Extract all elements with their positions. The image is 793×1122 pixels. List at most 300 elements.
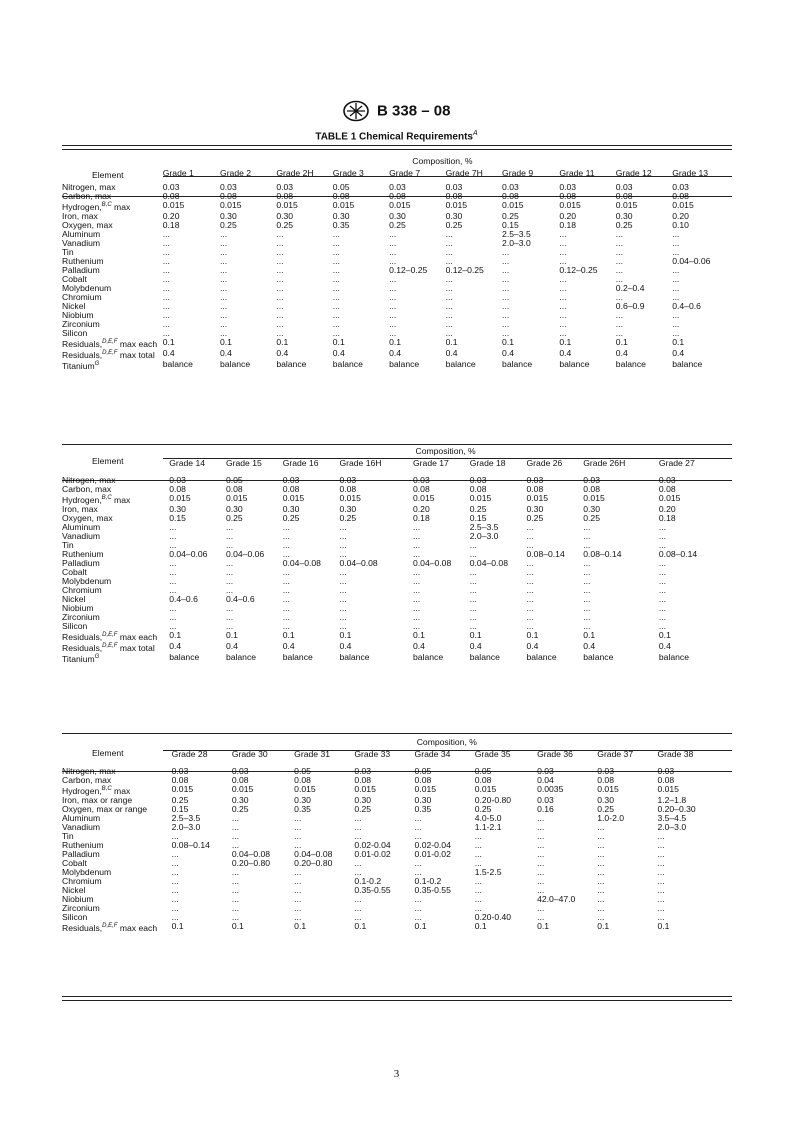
element-label: Silicon [62, 911, 88, 922]
composition-value: ... [332, 291, 340, 302]
composition-value: 0.03 [537, 794, 554, 805]
element-name [62, 642, 169, 653]
element-header: Element [92, 748, 124, 758]
element-label: Tin [62, 830, 74, 841]
composition-value: ... [414, 902, 422, 913]
composition-value: ... [615, 291, 623, 302]
composition-value: ... [469, 584, 477, 595]
element-label: Tin [62, 539, 74, 550]
grade-header: Grade 33 [354, 749, 391, 759]
composition-value: 0.20–0.80 [231, 857, 271, 868]
composition-value: ... [162, 246, 170, 257]
element-name [62, 349, 163, 360]
element-qualifier: max each [117, 631, 158, 642]
composition-value: 1.0-2.0 [597, 812, 625, 823]
composition-value: ... [282, 566, 290, 577]
composition-value: ... [657, 857, 665, 868]
element-label: Titanium [62, 360, 95, 371]
composition-value: 0.30 [294, 794, 311, 805]
element-label: Chromium [62, 291, 102, 302]
composition-value: ... [389, 282, 397, 293]
composition-value: ... [220, 318, 228, 329]
composition-value: ... [502, 327, 510, 338]
composition-value: ... [657, 839, 665, 850]
element-name [62, 922, 172, 933]
table-row [62, 523, 722, 532]
composition-value: 0.08–0.14 [526, 548, 565, 559]
grade-header: Grade 35 [474, 749, 511, 759]
composition-value: ... [526, 611, 534, 622]
element-label: Cobalt [62, 273, 87, 284]
table-row [62, 913, 722, 922]
composition-value: ... [657, 884, 665, 895]
composition-value: ... [339, 593, 347, 604]
table-row [62, 604, 722, 613]
composition-value: ... [220, 246, 228, 257]
table-top-rule [62, 145, 732, 150]
composition-value: ... [474, 839, 482, 850]
composition-value: 0.015 [282, 493, 305, 503]
composition-value: ... [658, 602, 667, 613]
composition-value: ... [389, 237, 397, 248]
element-label: Aluminum [62, 521, 101, 532]
composition-value: ... [294, 884, 302, 895]
composition-value: 0.35-0.55 [354, 884, 391, 895]
table-row [62, 922, 722, 933]
composition-value: ... [597, 884, 605, 895]
composition-value: ... [220, 327, 228, 338]
composition-label: Composition, % [412, 156, 473, 166]
composition-value: ... [282, 530, 290, 541]
table-row [62, 622, 722, 631]
table-row [62, 631, 722, 642]
composition-value: ... [657, 875, 665, 886]
grade-header-row [62, 748, 722, 761]
element-name [62, 776, 172, 785]
composition-value: ... [389, 309, 397, 320]
composition-value: 0.25 [445, 219, 463, 230]
composition-value: ... [276, 318, 284, 329]
composition-value: 0.1 [169, 629, 182, 640]
composition-value: 0.4–0.6 [169, 593, 198, 604]
composition-value: ... [583, 620, 591, 631]
composition-value: ... [474, 893, 482, 904]
composition-header-row [62, 155, 722, 167]
composition-value: ... [332, 273, 340, 284]
composition-value: ... [231, 902, 239, 913]
composition-value: ... [526, 575, 534, 586]
composition-value: ... [354, 893, 362, 904]
composition-value: 2.0–3.0 [469, 530, 499, 541]
element-label: Niobium [62, 602, 94, 613]
composition-value: ... [276, 300, 284, 311]
composition-value: ... [526, 530, 534, 541]
composition-value: ... [225, 620, 234, 631]
composition-value: ... [162, 327, 170, 338]
grade-header: Grade 27 [658, 458, 695, 468]
composition-value: ... [526, 557, 534, 568]
composition-value: 0.1 [332, 336, 345, 347]
footnote-ref: B,C [101, 786, 112, 792]
composition-value: ... [672, 246, 680, 257]
table-row [62, 653, 722, 664]
element-label: Chromium [62, 584, 102, 595]
composition-value: ... [339, 575, 347, 586]
composition-value: ... [276, 246, 284, 257]
composition-value: 0.08 [469, 484, 487, 494]
table-row [62, 841, 722, 850]
composition-value: ... [171, 893, 179, 904]
table-row [62, 613, 722, 622]
element-label: Cobalt [62, 857, 87, 868]
composition-value: ... [526, 584, 534, 595]
composition-value: 0.03 [658, 475, 676, 485]
composition-value: 0.1-0.2 [354, 875, 382, 886]
composition-value: ... [559, 246, 567, 257]
element-label: Carbon, max [62, 484, 112, 494]
composition-value: 0.08 [597, 775, 614, 785]
element-spacer [62, 155, 163, 167]
composition-value: ... [169, 602, 177, 613]
composition-value: 0.4 [162, 347, 175, 358]
composition-value: balance [162, 358, 193, 369]
page-number: 3 [393, 1068, 400, 1080]
composition-value: ... [469, 611, 477, 622]
composition-value: 0.04–0.06 [672, 255, 711, 266]
element-label: Palladium [62, 264, 100, 275]
composition-value: ... [583, 575, 591, 586]
composition-value: 0.10 [672, 219, 689, 230]
composition-value: ... [225, 611, 234, 622]
element-qualifier: max each [117, 922, 158, 933]
composition-value: ... [414, 911, 422, 922]
composition-value: ... [220, 228, 228, 239]
composition-value: 0.03 [657, 766, 675, 776]
composition-value: ... [597, 848, 605, 859]
element-label: Zirconium [62, 902, 100, 913]
footnote-ref: G [94, 360, 100, 367]
composition-value: ... [169, 521, 177, 532]
composition-value: ... [171, 848, 179, 859]
composition-value: 0.4–0.6 [672, 300, 701, 311]
composition-label: Composition, % [415, 446, 476, 456]
grade-header-row [62, 457, 722, 470]
composition-value: 0.25 [389, 219, 406, 230]
composition-value: ... [445, 291, 453, 302]
composition-value: ... [658, 521, 667, 532]
composition-value: 0.30 [526, 503, 544, 514]
element-header: Element [92, 456, 124, 466]
composition-value: ... [225, 539, 234, 550]
composition-value: ... [672, 291, 680, 302]
composition-value: 0.03 [389, 182, 406, 192]
composition-value: 0.015 [413, 493, 435, 503]
composition-value: 0.04–0.06 [169, 548, 208, 559]
composition-value: ... [220, 300, 228, 311]
composition-value: ... [231, 830, 239, 841]
composition-value: ... [658, 566, 667, 577]
composition-value: ... [657, 902, 665, 913]
element-label: Silicon [62, 327, 88, 338]
grade-header: Grade 15 [225, 458, 262, 468]
composition-value: ... [354, 866, 362, 877]
table-row [62, 559, 722, 568]
element-spacer [62, 736, 172, 748]
element-label: Zirconium [62, 318, 100, 329]
composition-value: 0.015 [615, 200, 638, 210]
composition-value: 0.04–0.08 [469, 557, 508, 568]
composition-value: ... [162, 300, 170, 311]
composition-value: 0.25 [354, 803, 372, 814]
composition-value: ... [413, 575, 421, 586]
composition-value: 0.25 [615, 219, 633, 230]
composition-value: ... [169, 539, 177, 550]
composition-value: 0.35 [332, 219, 350, 230]
composition-value: ... [231, 893, 239, 904]
element-label: Residuals, [62, 922, 103, 933]
composition-value: ... [332, 309, 340, 320]
composition-value: ... [225, 557, 234, 568]
composition-value: 0.4 [225, 640, 238, 651]
section-rule [62, 733, 732, 734]
composition-value: ... [294, 875, 302, 886]
composition-value: ... [171, 902, 179, 913]
composition-value: 0.1 [282, 629, 295, 640]
composition-value: ... [162, 255, 170, 266]
element-name [62, 485, 169, 494]
grade-header: Grade 1 [162, 168, 194, 178]
composition-value: ... [413, 548, 421, 559]
composition-value: ... [389, 291, 397, 302]
composition-value: ... [583, 530, 591, 541]
composition-value: 0.03 [469, 475, 487, 485]
composition-value: ... [526, 521, 534, 532]
table-bottom-rule [62, 996, 732, 1001]
composition-value: ... [389, 300, 397, 311]
composition-value: 0.25 [276, 219, 294, 230]
composition-value: ... [615, 309, 623, 320]
composition-value: 0.04–0.08 [413, 557, 452, 568]
composition-value: 0.20 [672, 210, 689, 221]
table-row [62, 360, 722, 371]
table-row [62, 814, 722, 823]
composition-value: 0.08 [231, 775, 249, 785]
composition-value: ... [597, 875, 605, 886]
element-label: Iron, max or range [62, 794, 133, 805]
composition-value: 0.6–0.9 [615, 300, 645, 311]
element-label: Silicon [62, 620, 88, 631]
table-row [62, 550, 722, 559]
composition-value: 0.4 [583, 640, 596, 651]
footnote-ref: D,E,F [102, 631, 118, 638]
composition-value: 0.25 [474, 803, 492, 814]
composition-value: ... [474, 848, 482, 859]
composition-value: 0.04–0.08 [294, 848, 333, 859]
composition-value: ... [597, 839, 605, 850]
table-row [62, 877, 722, 886]
composition-value: ... [537, 866, 545, 877]
composition-value: 0.1 [526, 629, 539, 640]
composition-value: 0.04–0.06 [225, 548, 265, 559]
composition-value: ... [658, 575, 667, 586]
composition-value: ... [169, 575, 177, 586]
composition-value: ... [162, 282, 170, 293]
grade-header: Grade 11 [559, 168, 595, 178]
composition-value: 0.35 [414, 803, 432, 814]
element-label: Zirconium [62, 611, 100, 622]
composition-value: ... [658, 584, 667, 595]
table-row [62, 514, 722, 523]
composition-value: 0.4 [615, 347, 628, 358]
composition-value: 0.03 [162, 182, 180, 192]
composition-value: ... [169, 611, 177, 622]
element-name [62, 532, 169, 541]
element-qualifier: max total [117, 349, 155, 360]
composition-value: 4.0-5.0 [474, 812, 502, 823]
composition-value: 0.04–0.08 [231, 848, 271, 859]
composition-value: ... [276, 255, 284, 266]
composition-value: ... [526, 620, 534, 631]
composition-value: ... [231, 911, 239, 922]
composition-value: 0.1 [294, 920, 307, 931]
grade-header: Grade 13 [672, 168, 709, 178]
composition-value: 0.25 [583, 512, 600, 523]
grade-header: Grade 2H [276, 168, 314, 178]
grade-header: Grade 9 [502, 168, 534, 178]
composition-value: 0.08–0.14 [171, 839, 210, 850]
composition-value: ... [445, 309, 453, 320]
composition-value: ... [502, 273, 510, 284]
composition-value: 0.1 [657, 920, 670, 931]
composition-value: ... [332, 237, 340, 248]
composition-value: 0.015 [389, 200, 411, 210]
table-row [62, 494, 722, 505]
composition-value: ... [231, 821, 239, 832]
composition-value: 0.08 [225, 484, 243, 494]
composition-value: ... [537, 857, 545, 868]
composition-value: ... [276, 273, 284, 284]
composition-value: 0.12–0.25 [445, 264, 484, 275]
grade-header: Grade 34 [414, 749, 451, 759]
composition-value: ... [332, 300, 340, 311]
table-row [62, 595, 722, 604]
composition-value: ... [474, 884, 482, 895]
composition-value: ... [171, 911, 179, 922]
composition-value: 0.30 [445, 210, 463, 221]
table-row [62, 796, 722, 805]
composition-value: ... [339, 530, 347, 541]
composition-value: ... [672, 273, 680, 284]
composition-value: 0.15 [469, 512, 487, 523]
composition-value: 0.18 [559, 219, 577, 230]
element-name [62, 631, 169, 642]
composition-value: ... [657, 893, 665, 904]
composition-value: ... [220, 309, 228, 320]
composition-value: 0.16 [537, 803, 554, 814]
composition-value: ... [294, 812, 302, 823]
composition-value: 0.1 [559, 336, 572, 347]
composition-value: 1.2–1.8 [657, 794, 687, 805]
composition-value: ... [414, 866, 422, 877]
composition-value: ... [162, 264, 170, 275]
element-label: Niobium [62, 309, 94, 320]
composition-value: 0.25 [469, 503, 487, 514]
composition-value: ... [469, 539, 477, 550]
composition-value: 0.015 [657, 784, 679, 794]
composition-value: ... [276, 327, 284, 338]
composition-value: 0.4 [672, 347, 685, 358]
composition-value: ... [583, 593, 591, 604]
composition-value: ... [339, 602, 347, 613]
astm-logo-icon [343, 100, 369, 122]
composition-value: ... [171, 884, 179, 895]
composition-value: 0.03 [559, 182, 577, 192]
table-row [62, 832, 722, 841]
composition-value: ... [169, 530, 177, 541]
composition-value: 0.03 [597, 766, 614, 776]
composition-value: ... [282, 584, 290, 595]
composition-value: ... [537, 848, 545, 859]
element-label: Residuals, [62, 642, 103, 653]
element-label: Titanium [62, 653, 95, 664]
composition-value: ... [502, 282, 510, 293]
table-row [62, 568, 722, 577]
composition-value: ... [332, 246, 340, 257]
composition-value: ... [445, 300, 453, 311]
composition-value: balance [502, 358, 533, 369]
composition-value: 0.03 [231, 766, 249, 776]
composition-value: ... [389, 327, 397, 338]
element-label: Molybdenum [62, 282, 112, 293]
composition-value: ... [658, 611, 667, 622]
composition-value: balance [583, 651, 614, 662]
footnote-ref: D,E,F [102, 642, 118, 649]
composition-value: ... [583, 584, 591, 595]
composition-value: 0.03 [339, 475, 357, 485]
composition-value: ... [597, 830, 605, 841]
composition-value: balance [672, 358, 703, 369]
composition-value: 0.30 [225, 503, 243, 514]
composition-value: ... [474, 830, 482, 841]
composition-value: ... [225, 566, 234, 577]
composition-value: 0.20 [658, 503, 676, 514]
element-name [62, 192, 163, 201]
composition-value: 0.015 [354, 784, 376, 794]
composition-value: balance [445, 358, 476, 369]
composition-value: 0.1 [537, 920, 550, 931]
composition-value: ... [658, 530, 667, 541]
composition-value: ... [354, 812, 362, 823]
composition-value: 0.30 [615, 210, 633, 221]
composition-value: 0.015 [597, 784, 619, 794]
composition-value: 0.08 [282, 484, 300, 494]
composition-value: ... [225, 530, 234, 541]
element-label: Residuals, [62, 338, 103, 349]
grade-header: Grade 26 [526, 458, 563, 468]
composition-value: ... [220, 237, 228, 248]
composition-value: ... [282, 602, 290, 613]
composition-value: 0.03 [615, 182, 633, 192]
composition-value: ... [615, 228, 623, 239]
composition-value: 0.015 [171, 784, 194, 794]
composition-value: ... [537, 812, 545, 823]
composition-value: 0.25 [220, 219, 237, 230]
composition-value: ... [225, 521, 234, 532]
composition-value: ... [339, 548, 347, 559]
composition-value: ... [162, 309, 170, 320]
composition-value: 0.20 [413, 503, 430, 514]
composition-value: 0.0035 [537, 784, 564, 794]
